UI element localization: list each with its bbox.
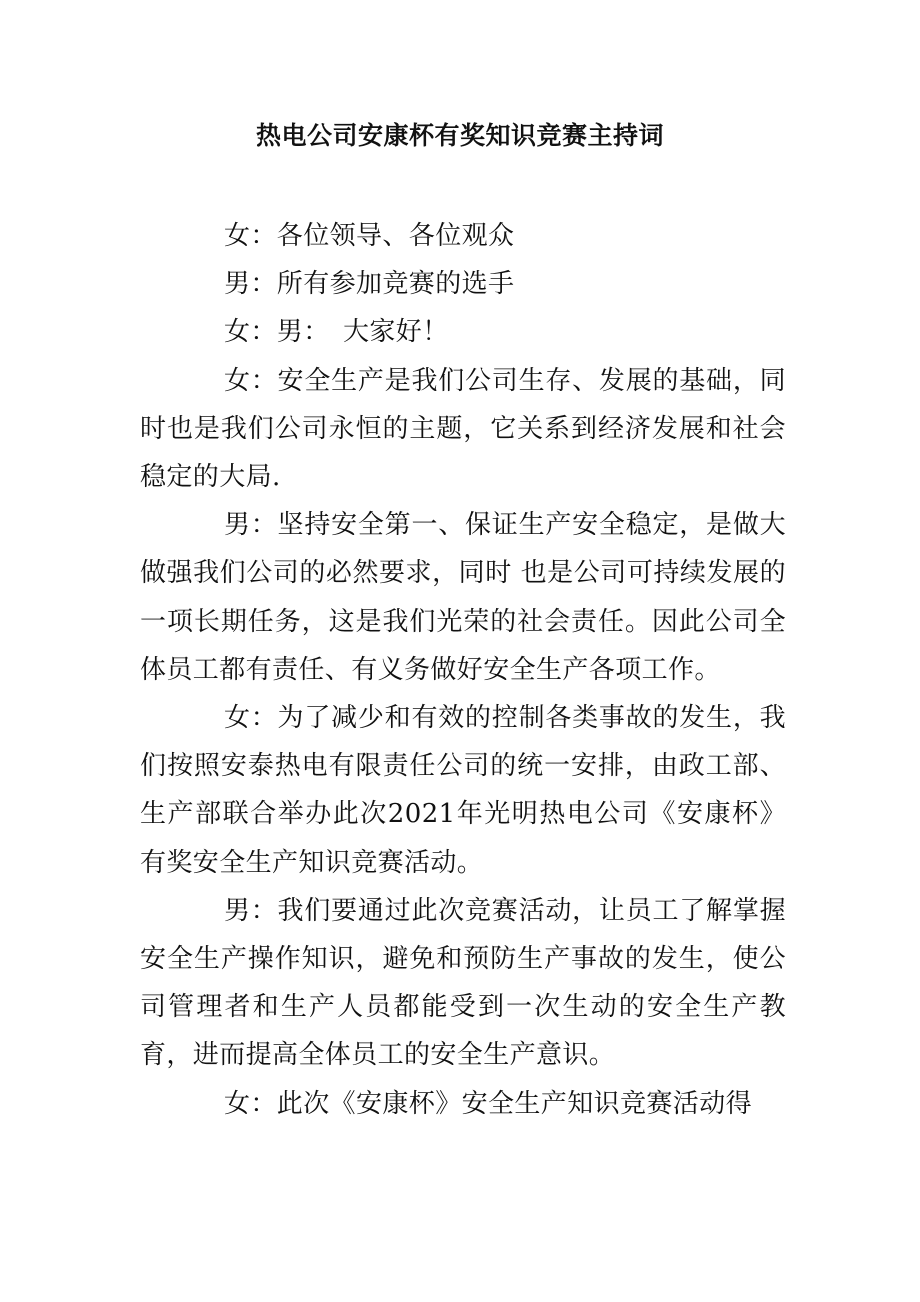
paragraph-event-continued: 女：此次《安康杯》安全生产知识竞赛活动得: [224, 1088, 753, 1119]
paragraph-event-organization: 女：为了减少和有效的控制各类事故的发生，我们按照安泰热电有限责任公司的统一安排，由政工部、生产部联合举办此次2021年光明热电公司《安康杯》有奖安全生产知识竞赛活动。: [140, 703, 786, 878]
paragraph-greeting-female: 女：各位领导、各位观众: [224, 221, 515, 251]
paragraph-event-purpose: 男：我们要通过此次竞赛活动，让员工了解掌握安全生产操作知识，避免和预防生产事故的发生，使公司管理者和生产人员都能受到一次生动的安全生产教育，进而提高全体员工的安全生产意识。: [140, 895, 786, 1071]
paragraph-safety-first: 男：坚持安全第一、保证生产安全稳定，是做大做强我们公司的必然要求，同时 也是公司可持续发展的一项长期任务，这是我们光荣的社会责任。因此公司全体员工都有责任、有义务做好安全生产各项工作。: [140, 510, 786, 685]
document-title: 热电公司安康杯有奖知识竞赛主持词: [255, 121, 664, 150]
paragraph-safety-foundation: 女：安全生产是我们公司生存、发展的基础，同时也是我们公司永恒的主题，它关系到经济发展和社会稳定的大局.: [140, 365, 786, 493]
paragraph-greeting-male: 男：所有参加竞赛的选手: [224, 269, 515, 300]
paragraph-greeting-both: 女：男： 大家好！: [224, 317, 449, 348]
document-body: [140, 212, 786, 1128]
